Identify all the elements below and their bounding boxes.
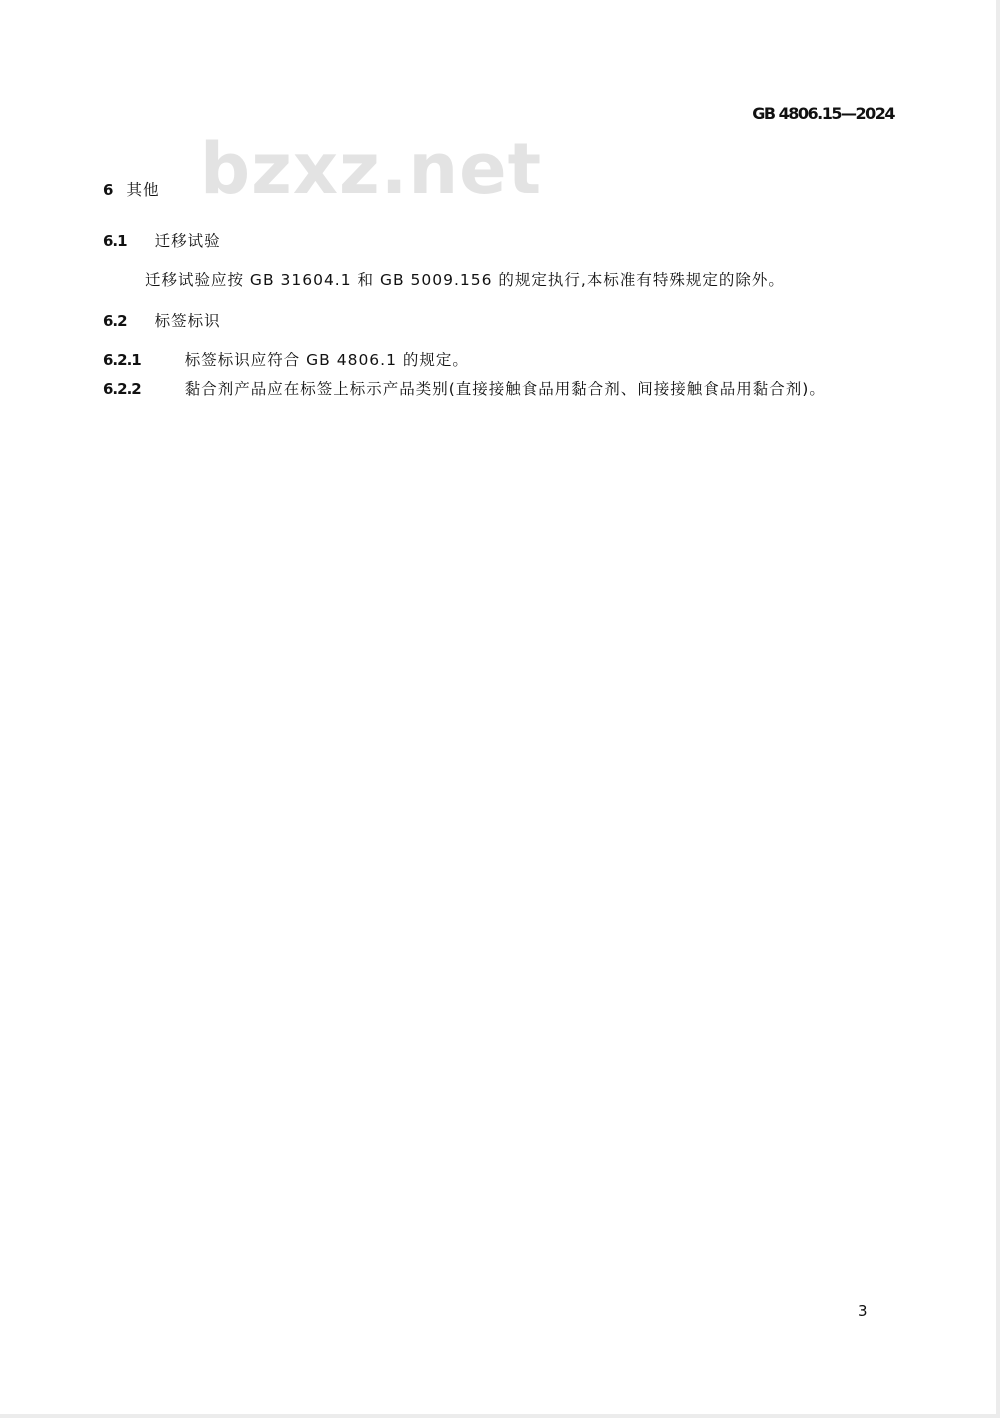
section-number: 6.1 [103,232,127,250]
clause-number: 6.2.1 [103,351,141,369]
clause-6-2-1 [103,348,469,370]
watermark: bzxz.net [200,128,543,210]
clause-text: 黏合剂产品应在标签上标示产品类别(直接接触食品用黏合剂、间接接触食品用黏合剂)。 [184,380,826,398]
clause-number: 6.2.2 [103,380,141,398]
standard-code: GB 4806.15—2024 [752,104,894,123]
page-edge-right [996,0,1000,1418]
section-6-2-heading [103,309,221,331]
page-edge-bottom [0,1414,1000,1418]
section-6-heading [103,178,159,200]
section-6-1-heading [103,229,221,251]
section-6-1-body: 迁移试验应按 GB 31604.1 和 GB 5009.156 的规定执行,本标准有特殊规定的除外。 [145,271,785,289]
page-number: 3 [858,1302,869,1320]
section-number: 6 [103,181,113,199]
section-title: 标签标识 [154,312,221,330]
section-title: 其他 [126,181,160,199]
section-number: 6.2 [103,312,127,330]
section-title: 迁移试验 [154,232,221,250]
clause-6-2-2 [103,377,826,399]
clause-text: 标签标识应符合 GB 4806.1 的规定。 [184,351,469,369]
